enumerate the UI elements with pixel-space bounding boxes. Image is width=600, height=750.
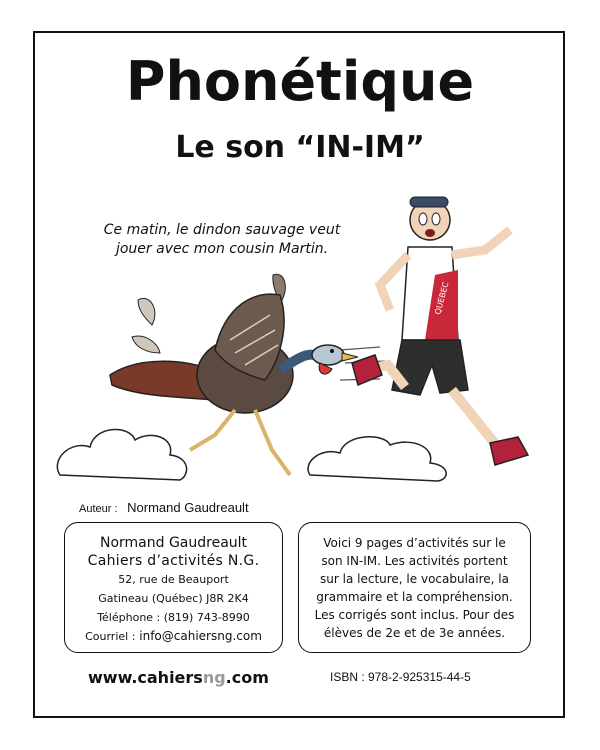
caption-line-1: Ce matin, le dindon sauvage veut [103,222,341,238]
runner-arm [452,230,510,255]
description-line: Les corrigés sont inclus. Pour des [314,608,515,622]
author-name: Normand Gaudreault [127,500,249,515]
author-line [79,500,249,515]
runner-figure [352,197,528,465]
description-line: sur la lecture, le vocabulaire, la [320,572,509,586]
turkey-beak [342,353,358,361]
runner-cap [410,197,448,207]
website-suffix: .com [225,668,269,687]
feather-icon [138,298,155,325]
description-line: son IN-IM. Les activités portent [321,554,508,568]
runner-shoe [490,437,528,465]
publisher-email-line [65,627,282,646]
feather-icon [132,336,160,353]
page-title: Phonétique [125,50,475,113]
publisher-city: Gatineau (Québec) J8R 2K4 [98,592,249,605]
turkey-head [312,345,344,365]
description-line: Voici 9 pages d’activités sur le [323,536,506,550]
description-line: élèves de 2e et de 3e années. [323,626,506,640]
dust-cloud-right [308,437,446,481]
dust-cloud-left [57,430,186,480]
publisher-email-label: Courriel : [85,630,136,643]
turkey-leg [255,410,290,475]
website-prefix: www.cahiers [88,668,203,687]
publisher-info-box [64,522,283,653]
description-box [298,522,531,653]
isbn-number: ISBN : 978-2-925315-44-5 [330,670,471,684]
caption-line-2: jouer avec mon cousin Martin. [115,241,329,257]
publisher-street: 52, rue de Beauport [118,573,229,586]
runner-leg [452,390,500,450]
website-accent: ng [202,668,226,687]
turkey-leg [190,410,235,450]
description-line: grammaire et la compréhension. [316,590,513,604]
website-link[interactable] [88,668,269,687]
shirt-text: QUEBEC [433,280,451,316]
publisher-name: Normand Gaudreault [99,535,248,551]
author-label: Auteur : [79,503,118,515]
page-subtitle: Le son “IN-IM” [175,130,425,165]
publisher-company: Cahiers d’activités N.G. [87,553,260,569]
publisher-phone: Téléphone : (819) 743-8990 [97,611,250,624]
publisher-email[interactable]: info@cahiersng.com [139,629,262,643]
turkey-chasing-runner-illustration [40,175,560,495]
runner-shoe [352,355,382,385]
